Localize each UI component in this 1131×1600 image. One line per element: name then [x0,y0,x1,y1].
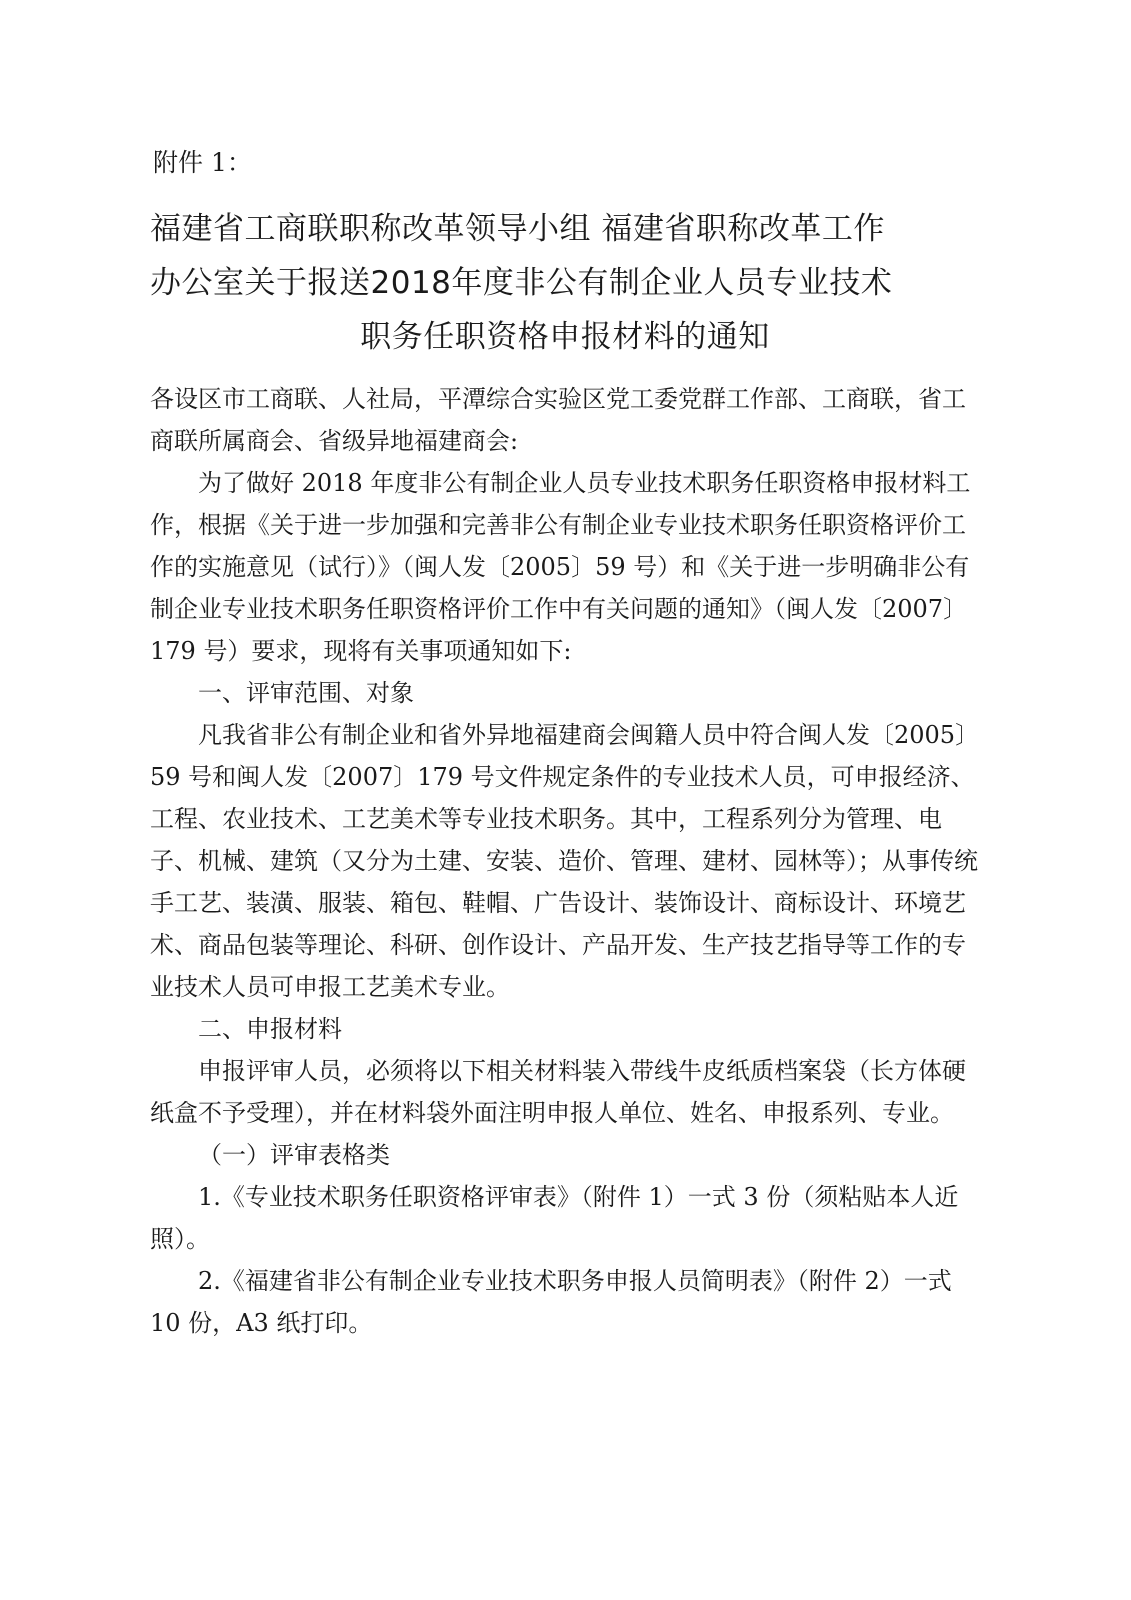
list-item: 2.《福建省非公有制企业专业技术职务申报人员简明表》（附件 2）一式 10 份，A3 纸打印。 [150,1267,952,1337]
document-title [150,202,980,364]
recipients-paragraph: 各设区市工商联、人社局，平潭综合实验区党工委党群工作部、工商联，省工商联所属商会、省级异地福建商会: [150,385,966,455]
section-1-heading: 一、评审范围、对象 [198,679,414,707]
section-1-paragraph: 凡我省非公有制企业和省外异地福建商会闽籍人员中符合闽人发〔2005〕59 号和闽人发〔2007〕179 号文件规定条件的专业技术人员，可申报经济、工程、农业技术、工艺美术等专业技术职务。其中，工程系列分为管理、电子、机械、建筑（又分为土建、安装、造价、管理、建材、园林等）；从事传统手工艺、装潢、服装、箱包、鞋帽、广告设计、装饰设计、商标设计、环境艺术、商品包装等理论、科研、创作设计、产品开发、生产技艺指导等工作的专业技术人员可申报工艺美术专业。 [150,721,980,1001]
section-2-paragraph: 申报评审人员，必须将以下相关材料装入带线牛皮纸质档案袋（长方体硬纸盒不予受理），并在材料袋外面注明申报人单位、姓名、申报系列、专业。 [150,1057,966,1127]
subsection-1-heading: （一）评审表格类 [198,1141,390,1169]
attachment-label: 附件 1： [153,148,252,177]
intro-paragraph: 为了做好 2018 年度非公有制企业人员专业技术职务任职资格申报材料工作，根据《关于进一步加强和完善非公有制企业专业技术职务任职资格评价工作的实施意见（试行）》（闽人发〔2005〕59 号）和《关于进一步明确非公有制企业专业技术职务任职资格评价工作中有关问题的通知》（闽人发〔2007〕179 号）要求，现将有关事项通知如下: [150,469,971,665]
list-item: 1.《专业技术职务任职资格评审表》（附件 1）一式 3 份（须粘贴本人近照）。 [150,1183,959,1253]
section-2-heading: 二、申报材料 [198,1015,342,1043]
document-body [150,378,980,1344]
title-line-1: 福建省工商联职称改革领导小组 福建省职称改革工作 [150,211,885,247]
title-line-2: 办公室关于报送2018年度非公有制企业人员专业技术 [150,265,893,301]
title-line-3: 职务任职资格申报材料的通知 [360,319,770,355]
